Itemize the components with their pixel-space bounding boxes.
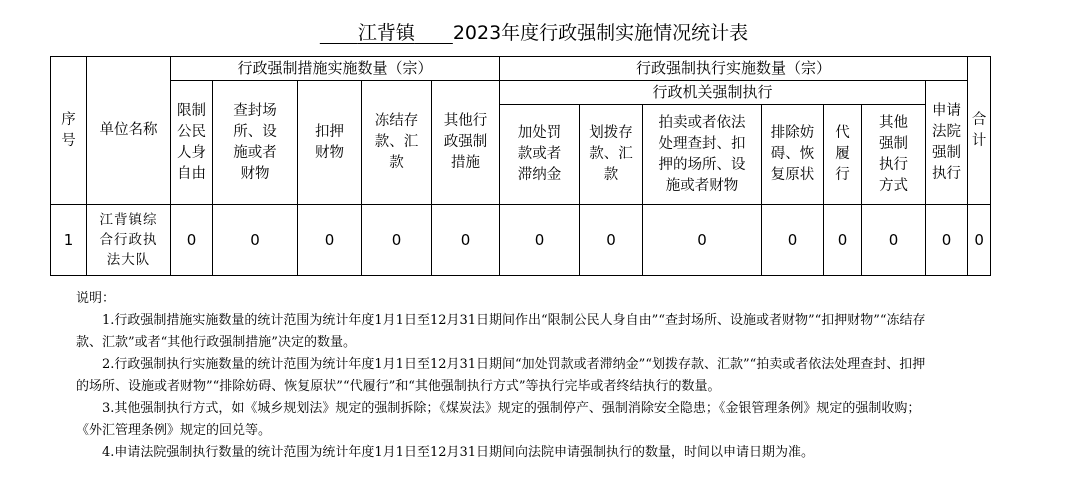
row-unit: 江背镇综 合行政执 法大队 bbox=[87, 205, 171, 276]
header-apply-court: 申请 法院 强制 执行 bbox=[926, 81, 968, 205]
header-agency-exec: 行政机关强制执行 bbox=[500, 81, 926, 105]
header-measures-group: 行政强制措施实施数量（宗） bbox=[171, 57, 500, 81]
row-measure-2: 0 bbox=[213, 205, 298, 276]
header-total: 合 计 bbox=[968, 57, 991, 205]
row-measure-1: 0 bbox=[171, 205, 213, 276]
statistics-table bbox=[50, 56, 991, 276]
row-total: 0 bbox=[968, 205, 991, 276]
title-town: 江背镇 bbox=[357, 22, 415, 44]
note-item-4: 4.申请法院强制执行数量的统计范围为统计年度1月1日至12月31日期间向法院申请强制执行的数量，时间以申请日期为准。 bbox=[102, 445, 815, 460]
row-execution-6: 0 bbox=[862, 205, 926, 276]
header-measure-5: 其他行 政强制 措施 bbox=[432, 81, 500, 205]
header-execution-5: 代 履 行 bbox=[824, 105, 862, 205]
row-apply-court: 0 bbox=[926, 205, 968, 276]
header-execution-4: 排除妨 碍、恢 复原状 bbox=[762, 105, 824, 205]
row-seq: 1 bbox=[51, 205, 87, 276]
header-unit-name: 单位名称 bbox=[87, 57, 171, 205]
row-execution-3: 0 bbox=[643, 205, 762, 276]
row-execution-2: 0 bbox=[580, 205, 643, 276]
header-execution-6: 其他 强制 执行 方式 bbox=[862, 105, 926, 205]
row-execution-4: 0 bbox=[762, 205, 824, 276]
header-measure-3: 扣押 财物 bbox=[298, 81, 362, 205]
title-text: 2023年度行政强制实施情况统计表 bbox=[452, 22, 749, 44]
page-title bbox=[0, 20, 1068, 46]
row-execution-5: 0 bbox=[824, 205, 862, 276]
table-row bbox=[51, 205, 991, 276]
row-measure-5: 0 bbox=[432, 205, 500, 276]
header-measure-4: 冻结存 款、汇 款 bbox=[362, 81, 432, 205]
header-execution-2: 划拨存 款、汇 款 bbox=[580, 105, 643, 205]
row-measure-3: 0 bbox=[298, 205, 362, 276]
header-seq: 序 号 bbox=[51, 57, 87, 205]
header-execution-1: 加处罚 款或者 滞纳金 bbox=[500, 105, 580, 205]
notes-label: 说明： bbox=[76, 291, 116, 306]
row-execution-1: 0 bbox=[500, 205, 580, 276]
note-item-2: 2.行政强制执行实施数量的统计范围为统计年度1月1日至12月31日期间“加处罚款或者滞纳金”“划拨存款、汇款”“拍卖或者依法处理查封、扣押的场所、设施或者财物”“排除妨碍、恢复原状”“代履行”和“其他强制执行方式”等执行完毕或者终结执行的数量。 bbox=[76, 357, 926, 394]
note-item-1: 1.行政强制措施实施数量的统计范围为统计年度1月1日至12月31日期间作出“限制公民人身自由”“查封场所、设施或者财物”“扣押财物”“冻结存款、汇款”或者“其他行政强制措施”决定的数量。 bbox=[76, 313, 926, 350]
note-item-3: 3.其他强制执行方式，如《城乡规划法》规定的强制拆除；《煤炭法》规定的强制停产、强制消除安全隐患；《金银管理条例》规定的强制收购；《外汇管理条例》规定的回兑等。 bbox=[76, 401, 921, 438]
header-measure-2: 查封场 所、设 施或者 财物 bbox=[213, 81, 298, 205]
header-execution-group: 行政强制执行实施数量（宗） bbox=[500, 57, 968, 81]
header-execution-3: 拍卖或者依法 处理查封、扣 押的场所、设 施或者财物 bbox=[643, 105, 762, 205]
header-measure-1: 限制 公民 人身 自由 bbox=[171, 81, 213, 205]
notes-section bbox=[76, 288, 936, 464]
row-measure-4: 0 bbox=[362, 205, 432, 276]
